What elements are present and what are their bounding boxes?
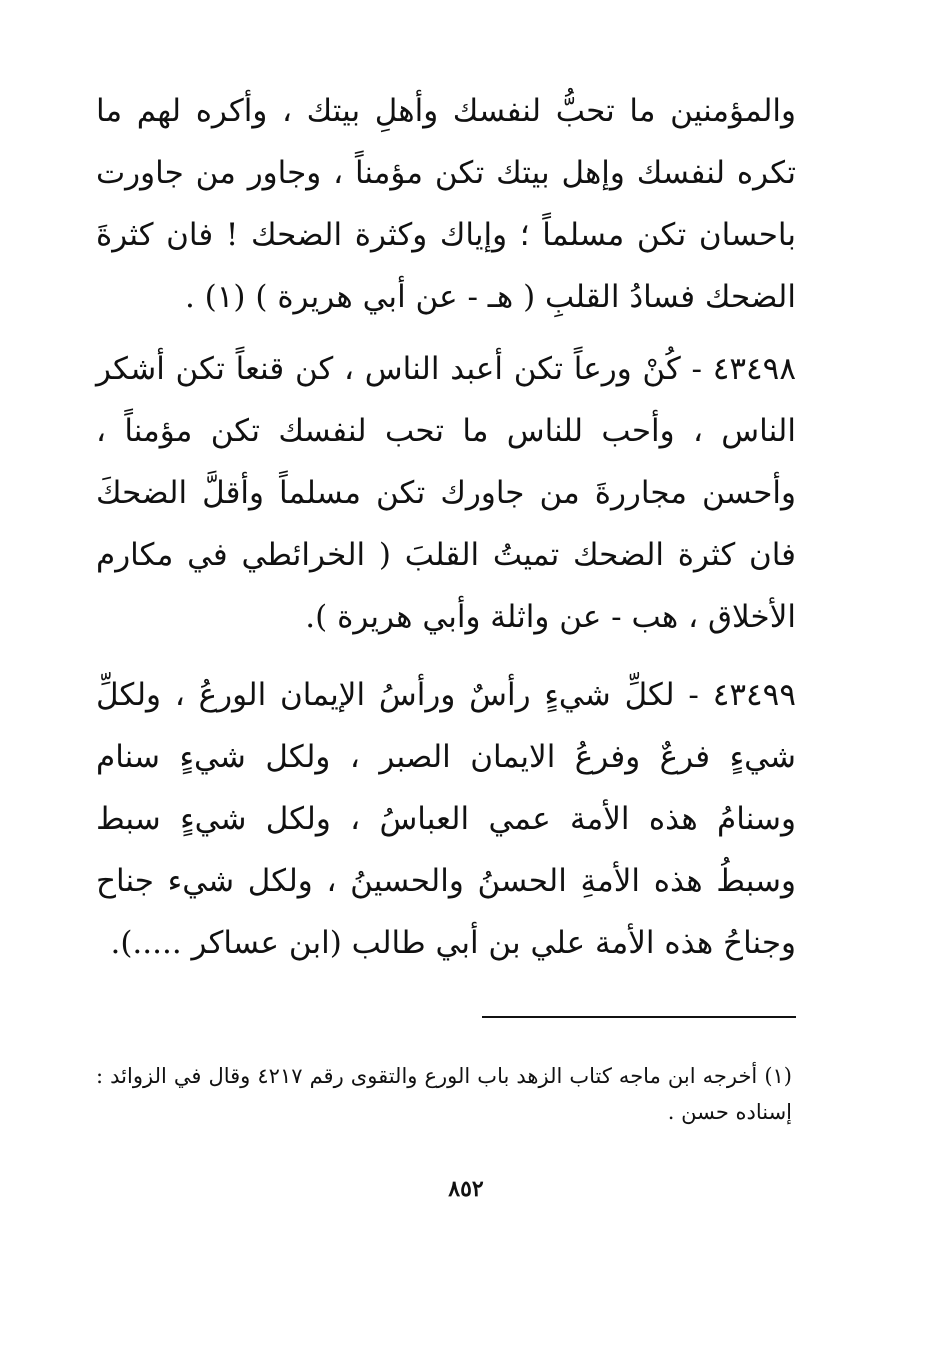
footnote-1: (١) أخرجه ابن ماجه كتاب الزهد باب الورع والتقوى رقم ٤٢١٧ وقال في الزوائد : إسناده حسن . [96,1064,792,1124]
paragraph-continuation: والمؤمنين ما تحبُّ لنفسك وأهلِ بيتك ، وأكره لهم ما تكره لنفسك وإهل بيتك تكن مؤمناً ، وجاور من جاورت باحسان تكن مسلماً ؛ وإياك وكثرة الضحك ! فان كثرةَ الضحك فسادُ القلبِ ( هـ - عن أبي هريرة ) (١) . [96,93,796,315]
page-number: ٨٥٢ [448,1176,484,1202]
footnote-divider [482,1016,796,1018]
hadith-43498: ٤٣٤٩٨ - كُنْ ورعاً تكن أعبد الناس ، كن قنعاً تكن أشكر الناس ، وأحب للناس ما تحب لنفسك تكن مؤمناً ، وأحسن مجاررةَ من جاورك تكن مسلماً وأقلَّ الضحكَ فان كثرة الضحك تميتُ القلبَ ( الخرائطي في مكارم الأخلاق ، هب - عن واثلة وأبي هريرة ). [96,351,796,635]
hadith-43499: ٤٣٤٩٩ - لكلِّ شيءٍ رأسٌ ورأسُ الإيمان الورعُ ، ولكلِّ شيءٍ فرعٌ وفرعُ الايمان الصبر ، ولكل شيءٍ سنام وسنامُ هذه الأمة عمي العباسُ ، ولكل شيءٍ سبط وسبطُ هذه الأمةِ الحسنُ والحسينُ ، ولكل شيء جناح وجناحُ هذه الأمة علي بن أبي طالب (ابن عساكر .....). [96,677,796,961]
